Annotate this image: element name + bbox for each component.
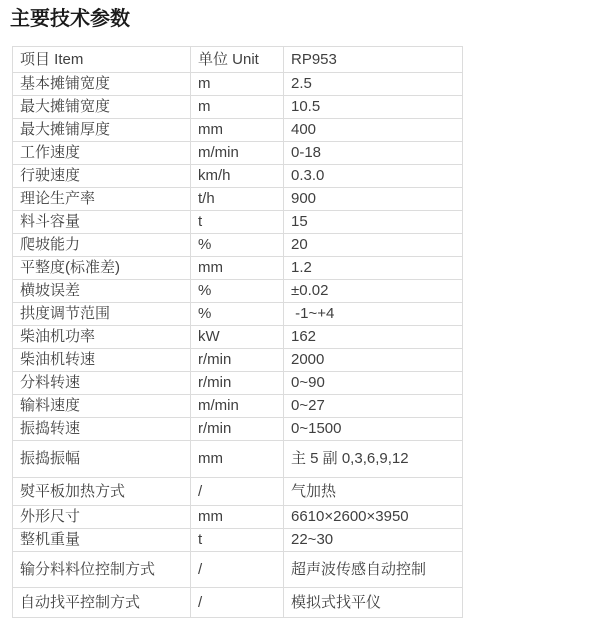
cell-item: 输分料料位控制方式 xyxy=(13,552,191,588)
cell-unit: r/min xyxy=(191,372,284,395)
cell-item: 自动找平控制方式 xyxy=(13,588,191,618)
table-row xyxy=(13,372,463,395)
cell-value: 162 xyxy=(284,326,463,349)
cell-unit: t xyxy=(191,211,284,234)
cell-value: 900 xyxy=(284,188,463,211)
cell-value: 主 5 副 0,3,6,9,12 xyxy=(284,441,463,478)
table-row xyxy=(13,506,463,529)
table-row xyxy=(13,529,463,552)
cell-item: 工作速度 xyxy=(13,142,191,165)
page-title: 主要技术参数 xyxy=(10,8,130,30)
cell-item: 爬坡能力 xyxy=(13,234,191,257)
table-row xyxy=(13,552,463,588)
cell-value: 气加热 xyxy=(284,478,463,506)
cell-item: 最大摊铺厚度 xyxy=(13,119,191,142)
table-row xyxy=(13,326,463,349)
cell-value: 22~30 xyxy=(284,529,463,552)
cell-unit: / xyxy=(191,588,284,618)
cell-item: 输料速度 xyxy=(13,395,191,418)
cell-unit: % xyxy=(191,280,284,303)
cell-unit: % xyxy=(191,234,284,257)
cell-unit: / xyxy=(191,478,284,506)
cell-item: 基本摊铺宽度 xyxy=(13,73,191,96)
table-row xyxy=(13,96,463,119)
cell-value: 0.3.0 xyxy=(284,165,463,188)
cell-unit: mm xyxy=(191,441,284,478)
cell-unit: % xyxy=(191,303,284,326)
cell-unit: m xyxy=(191,73,284,96)
cell-unit: mm xyxy=(191,506,284,529)
cell-unit: m/min xyxy=(191,395,284,418)
cell-value: 1.2 xyxy=(284,257,463,280)
cell-item: 拱度调节范围 xyxy=(13,303,191,326)
cell-unit: m xyxy=(191,96,284,119)
cell-value: 0~90 xyxy=(284,372,463,395)
cell-unit: t/h xyxy=(191,188,284,211)
cell-value: 20 xyxy=(284,234,463,257)
cell-value: 15 xyxy=(284,211,463,234)
cell-value: 10.5 xyxy=(284,96,463,119)
cell-item: 整机重量 xyxy=(13,529,191,552)
cell-item: 柴油机转速 xyxy=(13,349,191,372)
cell-item: 分料转速 xyxy=(13,372,191,395)
table-row xyxy=(13,418,463,441)
cell-unit: m/min xyxy=(191,142,284,165)
cell-unit: / xyxy=(191,552,284,588)
cell-unit: r/min xyxy=(191,349,284,372)
table-row xyxy=(13,349,463,372)
table-row xyxy=(13,234,463,257)
cell-unit: r/min xyxy=(191,418,284,441)
table-row xyxy=(13,188,463,211)
cell-value: 超声波传感自动控制 xyxy=(284,552,463,588)
cell-item: 振捣振幅 xyxy=(13,441,191,478)
cell-unit: km/h xyxy=(191,165,284,188)
cell-value: 2.5 xyxy=(284,73,463,96)
cell-value: 0~27 xyxy=(284,395,463,418)
cell-item: 外形尺寸 xyxy=(13,506,191,529)
cell-unit: mm xyxy=(191,257,284,280)
cell-value: 0-18 xyxy=(284,142,463,165)
table-row xyxy=(13,478,463,506)
cell-unit: kW xyxy=(191,326,284,349)
table-row xyxy=(13,211,463,234)
cell-item: 最大摊铺宽度 xyxy=(13,96,191,119)
table-row xyxy=(13,441,463,478)
cell-value: 6610×2600×3950 xyxy=(284,506,463,529)
cell-item: 振捣转速 xyxy=(13,418,191,441)
spec-table xyxy=(12,46,463,618)
table-row xyxy=(13,165,463,188)
cell-value: 0~1500 xyxy=(284,418,463,441)
cell-unit: mm xyxy=(191,119,284,142)
table-row xyxy=(13,119,463,142)
spec-table-body xyxy=(13,73,463,618)
table-row xyxy=(13,142,463,165)
cell-value: 模拟式找平仪 xyxy=(284,588,463,618)
cell-item: 料斗容量 xyxy=(13,211,191,234)
table-row xyxy=(13,588,463,618)
cell-value: 400 xyxy=(284,119,463,142)
cell-value: ±0.02 xyxy=(284,280,463,303)
cell-item: 平整度(标准差) xyxy=(13,257,191,280)
table-row xyxy=(13,303,463,326)
table-row xyxy=(13,257,463,280)
cell-item: 理论生产率 xyxy=(13,188,191,211)
header-cell-model: RP953 xyxy=(284,47,463,73)
cell-item: 柴油机功率 xyxy=(13,326,191,349)
table-row xyxy=(13,73,463,96)
cell-value: -1~+4 xyxy=(284,303,463,326)
cell-unit: t xyxy=(191,529,284,552)
table-row xyxy=(13,280,463,303)
table-row xyxy=(13,395,463,418)
header-cell-unit: 单位 Unit xyxy=(191,47,284,73)
header-cell-item: 项目 Item xyxy=(13,47,191,73)
cell-item: 横坡误差 xyxy=(13,280,191,303)
cell-value: 2000 xyxy=(284,349,463,372)
cell-item: 熨平板加热方式 xyxy=(13,478,191,506)
table-header-row xyxy=(13,47,463,73)
cell-item: 行驶速度 xyxy=(13,165,191,188)
